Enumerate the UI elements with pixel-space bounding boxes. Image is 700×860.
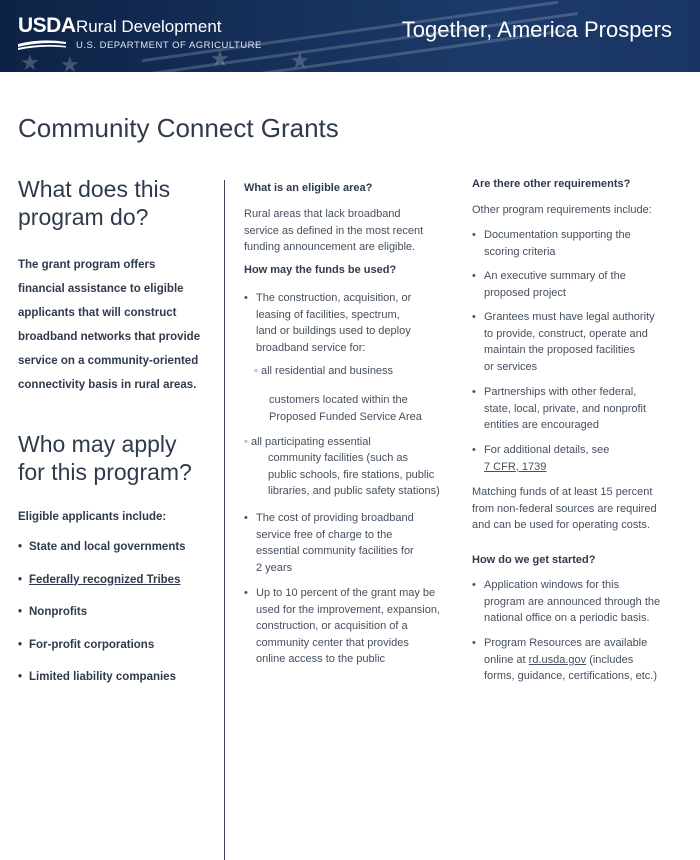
eligible-heading: Eligible applicants include:: [18, 511, 167, 523]
list-item: • Limited liability companies: [18, 671, 176, 683]
column-left: [18, 175, 214, 683]
list-item: • State and local governments: [18, 541, 186, 553]
matching-funds-text: Matching funds of at least 15 percent from non-federal sources are required and can be used for operating costs.: [472, 486, 657, 531]
get-started-heading: How do we get started?: [472, 554, 596, 566]
list-item-continuation: community facilities (such as public schools, fire stations, public libraries, and public safety stations): [268, 452, 440, 497]
who-heading: Who may apply for this program?: [18, 431, 192, 485]
list-item: • For-profit corporations: [18, 638, 155, 651]
list-item: • Federally recognized Tribes: [18, 573, 181, 586]
list-item: • An executive summary of the proposed project: [472, 270, 626, 299]
applicant-list: [18, 541, 218, 704]
list-item: • Documentation supporting the scoring criteria: [472, 229, 631, 258]
list-item: • Application windows for this program are announced through the national office on a periodic basis.: [472, 579, 661, 624]
list-item: ◦ all residential and business: [254, 365, 394, 377]
list-item: • The cost of providing broadband service free of charge to the essential community facilities for 2 years: [244, 512, 414, 574]
list-item: • The construction, acquisition, or leasing of facilities, spectrum, land or buildings used to deploy broadband service for:: [244, 292, 412, 354]
cfr-link[interactable]: 7 CFR, 1739: [484, 460, 547, 473]
header-banner: ★ ★ ★ ★ USDA Rural Development U.S. DEPARTMENT OF AGRICULTURE Together, America Prospers: [0, 0, 700, 72]
column-divider: [224, 180, 225, 860]
list-item: • Nonprofits: [18, 606, 88, 618]
page-title: Community Connect Grants: [18, 113, 339, 143]
eligible-area-heading: What is an eligible area?: [244, 182, 373, 194]
eligible-area-text: Rural areas that lack broadband service as defined in the most recent funding announcement are eligible.: [244, 208, 424, 253]
usda-swoosh-icon: [18, 38, 66, 50]
usda-logo[interactable]: USDA: [18, 14, 76, 37]
list-item: • Program Resources are available online at rd.usda.gov (includes forms, guidance, certifications, etc.): [472, 637, 658, 682]
list-item: • Grantees must have legal authority to provide, construct, operate and maintain the proposed facilities or services: [472, 311, 655, 373]
list-item: • For additional details, see 7 CFR, 1739: [472, 444, 610, 473]
requirements-heading: Are there other requirements?: [472, 178, 631, 190]
tribes-link[interactable]: Federally recognized Tribes: [29, 573, 181, 586]
program-description: The grant program offers financial assistance to eligible applicants that will construct broadband networks that provide service on a community-oriented connectivity basis in rural areas.: [18, 259, 201, 391]
list-item: • Up to 10 percent of the grant may be used for the improvement, expansion, construction, or acquisition of a community center that provides online access to the public: [244, 587, 441, 665]
list-item: • Partnerships with other federal, state, local, private, and nonprofit entities are encouraged: [472, 386, 647, 431]
requirements-intro: Other program requirements include:: [472, 204, 652, 216]
slogan: Together, America Prospers: [401, 17, 672, 42]
department-name: U.S. DEPARTMENT OF AGRICULTURE: [76, 40, 262, 51]
what-heading: What does this program do?: [18, 176, 171, 230]
funds-heading: How may the funds be used?: [244, 264, 397, 276]
list-item-continuation: customers located within the Proposed Funded Service Area: [269, 394, 422, 423]
list-item: ◦ all participating essential: [244, 436, 371, 448]
agency-name: Rural Development: [76, 17, 222, 36]
rd-usda-link[interactable]: rd.usda.gov: [528, 653, 587, 666]
